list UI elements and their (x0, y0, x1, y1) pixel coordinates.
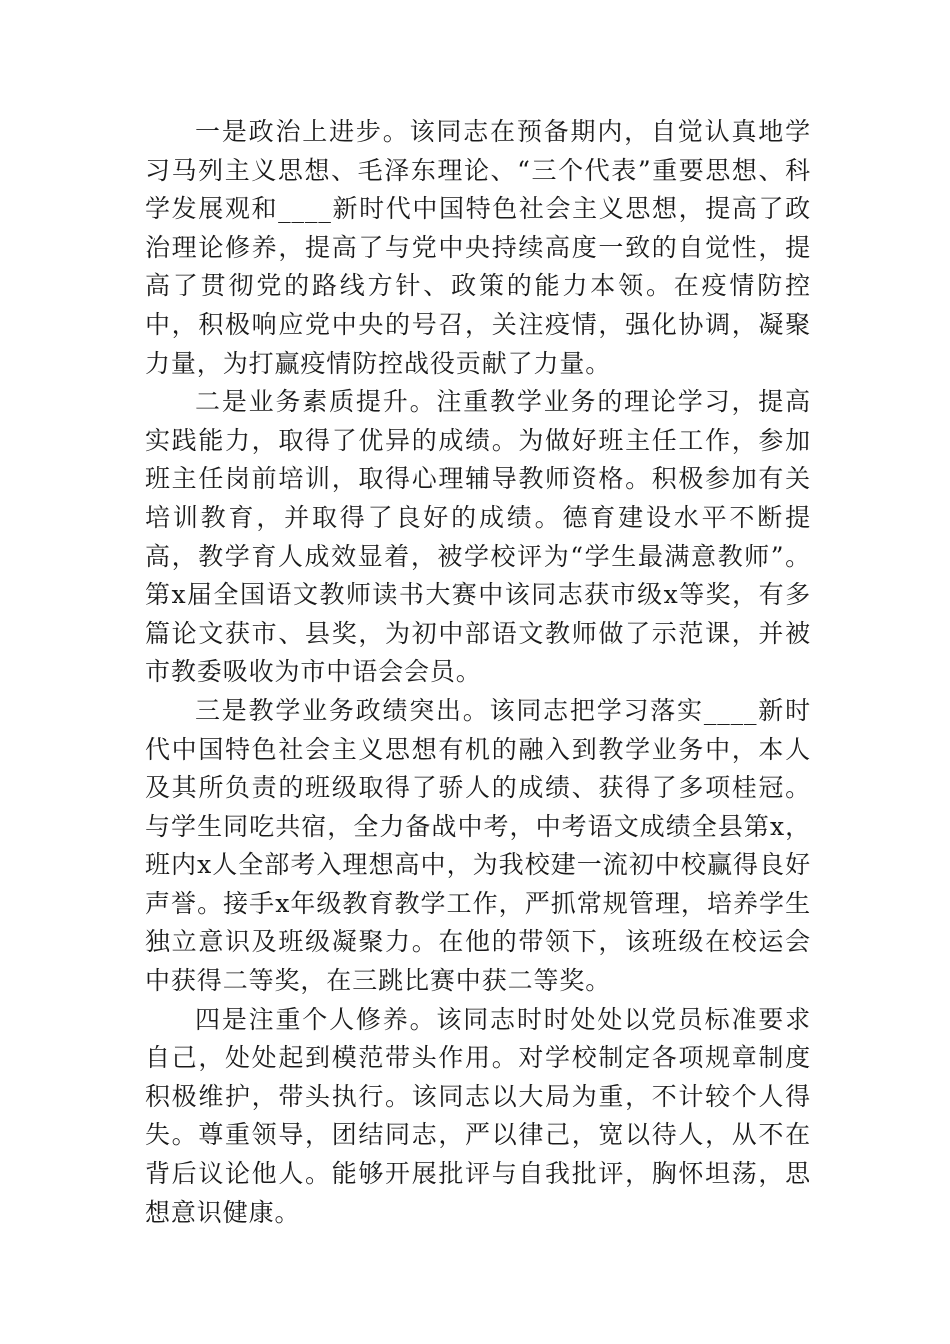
paragraph-teaching-achievements: 三是教学业务政绩突出。该同志把学习落实____新时代中国特色社会主义思想有机的融入到教学业务中，本人及其所负责的班级取得了骄人的成绩、获得了多项桂冠。与学生同吃共宿，全力备战中考，中考语文成绩全县第x，班内x人全部考入理想高中，为我校建一流初中校赢得良好声誉。接手x年级教育教学工作，严抓常规管理，培养学生独立意识及班级凝聚力。在他的带领下，该班级在校运会中获得二等奖，在三跳比赛中获二等奖。 (145, 695, 811, 996)
paragraph-personal-cultivation: 四是注重个人修养。该同志时时处处以党员标准要求自己，处处起到模范带头作用。对学校制定各项规章制度积极维护，带头执行。该同志以大局为重，不计较个人得失。尊重领导，团结同志，严以律己，宽以待人，从不在背后议论他人。能够开展批评与自我批评，胸怀坦荡，思想意识健康。 (145, 1004, 811, 1227)
paragraph-professional-quality: 二是业务素质提升。注重教学业务的理论学习，提高实践能力，取得了优异的成绩。为做好班主任工作，参加班主任岗前培训，取得心理辅导教师资格。积极参加有关培训教育，并取得了良好的成绩。德育建设水平不断提高，教学育人成效显着，被学校评为“学生最满意教师”。第x届全国语文教师读书大赛中该同志获市级x等奖，有多篇论文获市、县奖，为初中部语文教师做了示范课，并被市教委吸收为市中语会会员。 (145, 387, 811, 687)
document-body (145, 113, 811, 1232)
paragraph-political-progress: 一是政治上进步。该同志在预备期内，自觉认真地学习马列主义思想、毛泽东理论、“三个代表”重要思想、科学发展观和____新时代中国特色社会主义思想，提高了政治理论修养，提高了与党中央持续高度一致的自觉性，提高了贯彻党的路线方针、政策的能力本领。在疫情防控中，积极响应党中央的号召，关注疫情，强化协调，凝聚力量，为打赢疫情防控战役贡献了力量。 (145, 117, 811, 378)
